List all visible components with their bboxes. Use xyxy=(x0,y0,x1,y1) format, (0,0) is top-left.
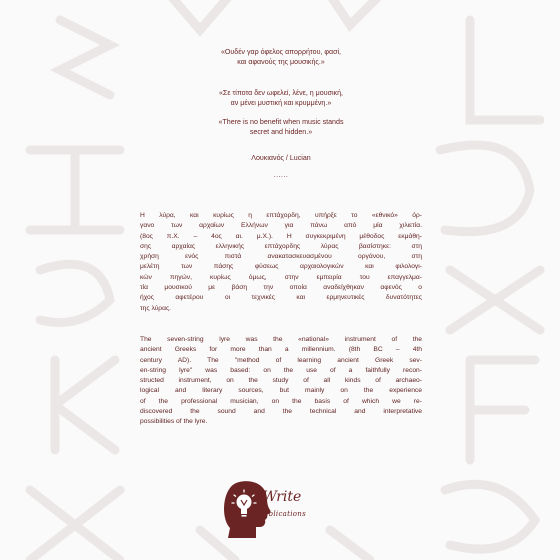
paragraph-line: Η λύρα, και κυρίως η επτάχορδη, υπήρξε το «εθνικό» όρ- xyxy=(140,212,422,219)
paragraph-line: en-string lyre" was based: on the use of a faithfully recon- xyxy=(140,366,422,374)
quote-line: secret and hidden.» xyxy=(249,128,313,137)
paragraph-line: τία μουσικού με βάση την οποία αναδείχθηκαν αφενός ο xyxy=(140,284,422,292)
paragraph-line: ancient Greeks for more than a millennium. (8th BC – 4th xyxy=(140,346,422,354)
paragraph-line: κών πηγών, κυρίως όμως, στην εμπειρία του επαγγελμα- xyxy=(140,273,422,281)
paragraph-line: discovered the sound and the technical and interpretative xyxy=(140,408,422,416)
paragraph-line: century AD). The "method of learning ancient Greek sev- xyxy=(140,356,422,364)
publisher-subtitle: publications xyxy=(259,510,307,518)
paragraph-line: γανο των αρχαίων Ελλήνων για πάνω από μία χιλιετία. xyxy=(140,222,422,230)
paragraph-line: structed instrument, on the study of all kinds of archaeo- xyxy=(140,377,422,385)
text-column xyxy=(140,0,422,560)
quote-line: και αφανούς της μουσικής.» xyxy=(237,58,325,67)
quote-modern-greek xyxy=(140,88,422,108)
paragraph-line: σης αρχαίας ελληνικής επτάχορδης λύρας βασίστηκε: στη xyxy=(140,242,422,250)
paragraph-line: της λύρας. xyxy=(140,304,172,312)
paragraph-line: possibilities of the lyre. xyxy=(140,418,208,426)
greek-paragraph xyxy=(140,211,422,314)
paragraph-line: χρήση ενός πιστά ανακατασκευασμένου οργάνου, στη xyxy=(140,253,422,261)
english-paragraph xyxy=(140,335,422,428)
quote-line: «Ουδέν γαρ όφελος απορρήτου, φασί, xyxy=(220,48,342,56)
quote-author: Λουκιανός / Lucian xyxy=(251,154,311,162)
paragraph-line: μελέτη των πάσης φύσεως αρχαιολογικών και φιλολογι- xyxy=(140,263,422,271)
paragraph-line: ήχος αφετέρου οι τεχνικές και ερμηνευτικές δυνατότητες xyxy=(140,294,422,302)
quote-english xyxy=(140,117,422,137)
paragraph-line: (8ος π.Χ. – 4ος αι. μ.Χ.). Η συγκεκριμένη μέθοδος εκμάθη- xyxy=(140,232,422,240)
paragraph-line: The seven-string lyre was the «national» instrument of the xyxy=(140,336,422,343)
quote-line: «There is no benefit when music stands xyxy=(218,118,344,126)
quote-ancient-greek xyxy=(140,47,422,67)
paragraph-line: logical and literary sources, but mainly on the experience xyxy=(140,387,422,395)
publisher-name: iWrite xyxy=(258,489,302,505)
quote-line: αν μένει μυστική και κρυμμένη.» xyxy=(230,99,332,108)
paragraph-line: of the professional musician, on the basis of which we re- xyxy=(140,397,422,405)
section-separator: ...... xyxy=(273,172,289,179)
quote-line: «Σε τίποτα δεν ωφελεί, λένε, η μουσική, xyxy=(218,89,344,97)
